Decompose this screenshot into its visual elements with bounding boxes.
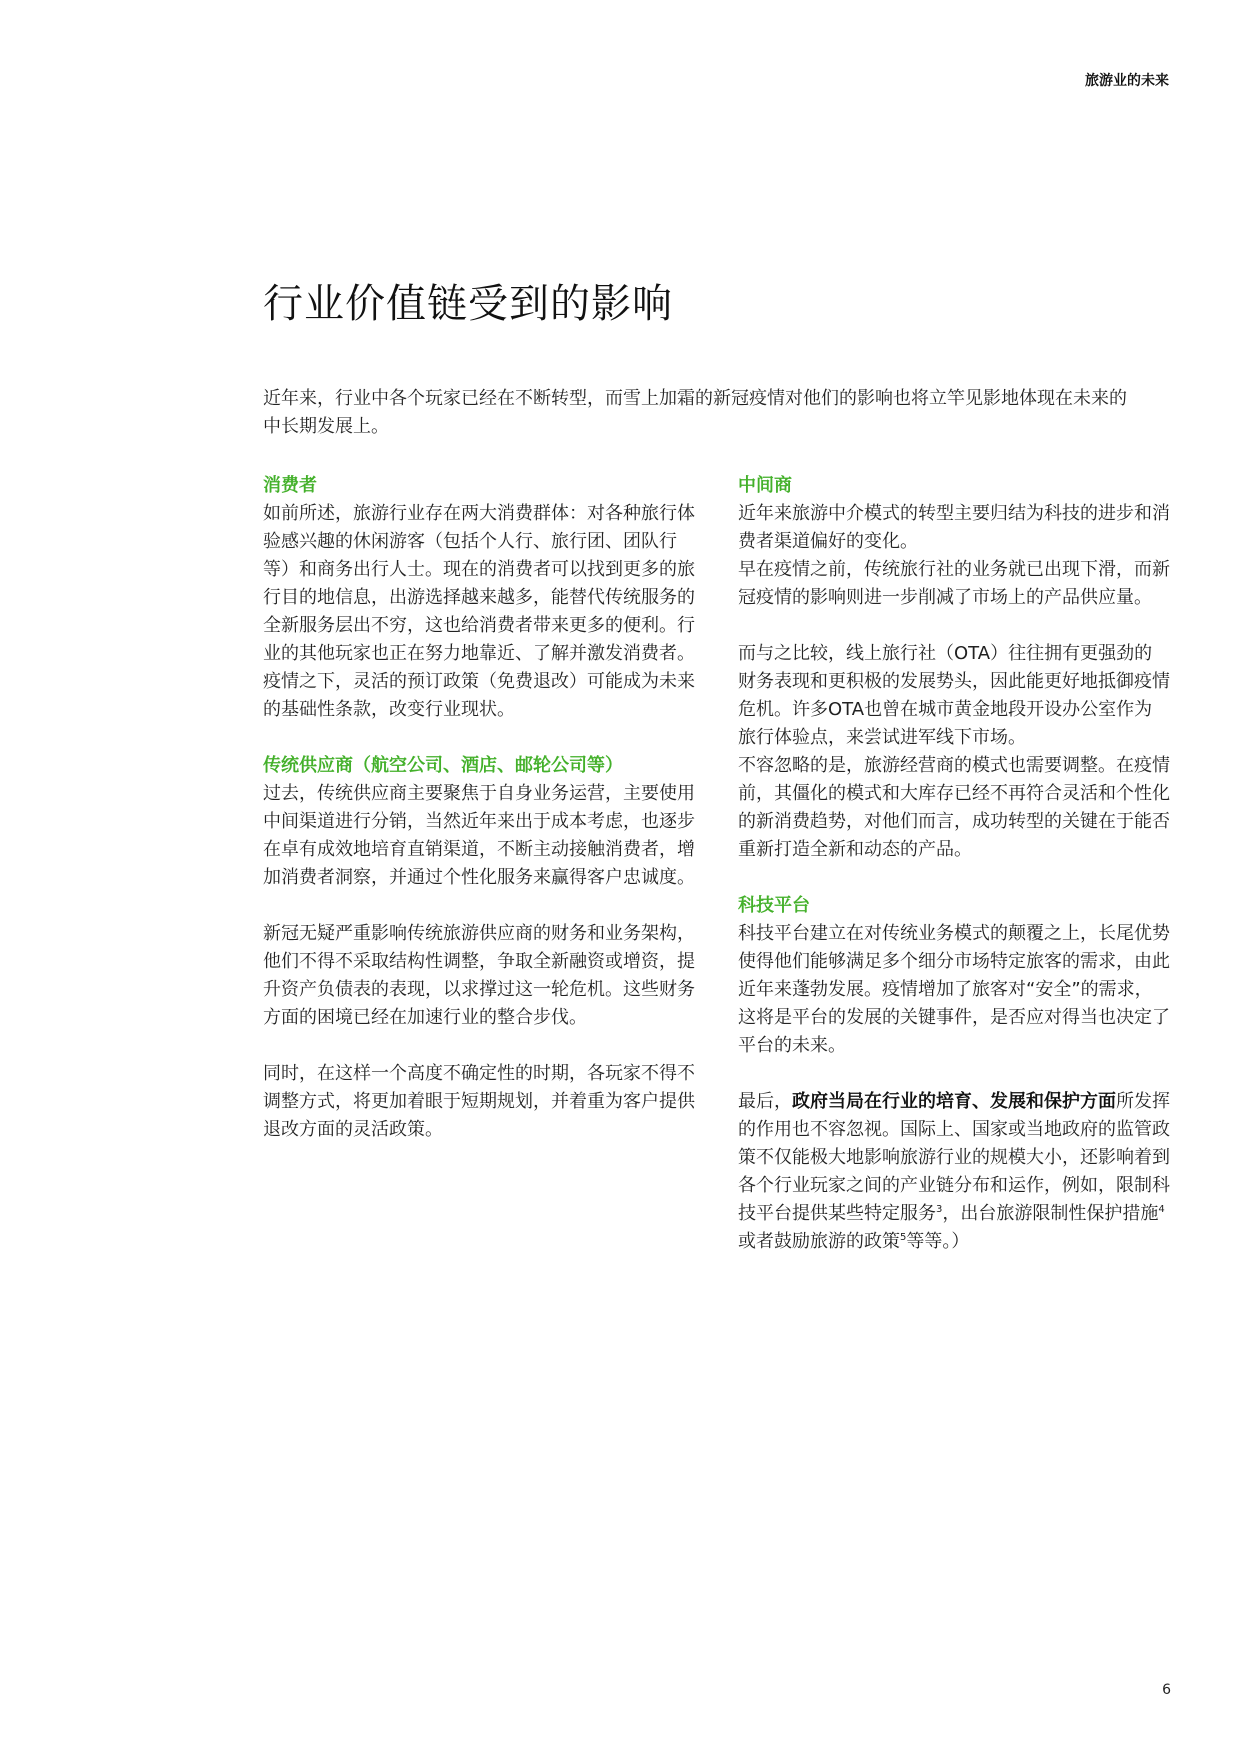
consumers-paragraph: 如前所述，旅游行业存在两大消费群体：对各种旅行体验感兴趣的休闲游客（包括个人行、旅行团、团队行等）和商务出行人士。现在的消费者可以找到更多的旅行目的地信息，出游选择越来越多，能替代传统服务的全新服务层出不穷，这也给消费者带来更多的便利。行业的其他玩家也正在努力地靠近、了解并激发消费者。疫情之下，灵活的预订政策（免费退改）可能成为未来的基础性条款，改变行业现状。 [263,503,695,720]
right-column [738,472,1170,1256]
government-body-text-2: ，出台旅游限制性保护措施 [942,1203,1159,1224]
left-column [263,472,703,1144]
footnote-ref-4: 4 [1158,1204,1165,1215]
section-heading-intermediaries: 中间商 [738,475,792,496]
page-number: 6 [1162,1682,1171,1698]
section-heading-suppliers: 传统供应商（航空公司、酒店、邮轮公司等） [263,755,623,776]
intermediaries-paragraph-2: 早在疫情之前，传统旅行社的业务就已出现下滑，而新冠疫情的影响则进一步削减了市场上的产品供应量。 [738,559,1170,608]
suppliers-paragraph-3: 同时，在这样一个高度不确定性的时期，各玩家不得不调整方式，将更加着眼于短期规划，并着重为客户提供退改方面的灵活政策。 [263,1063,695,1140]
government-emphasis-text: 政府当局在行业的培育、发展和保护方面 [792,1091,1116,1112]
suppliers-paragraph-1: 过去，传统供应商主要聚焦于自身业务运营，主要使用中间渠道进行分销，当然近年来出于成本考虑，也逐步在卓有成效地培育直销渠道，不断主动接触消费者，增加消费者洞察，并通过个性化服务来赢得客户忠诚度。 [263,783,695,888]
government-body-text-3: 或者鼓励旅游的政策 [738,1231,900,1252]
footnote-ref-5: 5 [900,1232,907,1243]
government-role-paragraph [738,1088,1170,1256]
footnote-ref-3: 3 [936,1204,943,1215]
intro-paragraph: 近年来，行业中各个玩家已经在不断转型，而雪上加霜的新冠疫情对他们的影响也将立竿见影地体现在未来的中长期发展上。 [263,388,1127,437]
intermediaries-paragraph-4: 不容忽略的是，旅游经营商的模式也需要调整。在疫情前，其僵化的模式和大库存已经不再符合灵活和个性化的新消费趋势，对他们而言，成功转型的关键在于能否重新打造全新和动态的产品。 [738,755,1170,860]
tech-platforms-paragraph: 科技平台建立在对传统业务模式的颠覆之上，长尾优势使得他们能够满足多个细分市场特定旅客的需求，由此近年来蓬勃发展。疫情增加了旅客对“安全”的需求，这将是平台的发展的关键事件，是否应对得当也决定了平台的未来。 [738,923,1170,1056]
suppliers-paragraph-2: 新冠无疑严重影响传统旅游供应商的财务和业务架构，他们不得不采取结构性调整，争取全新融资或增资，提升资产负债表的表现，以求撑过这一轮危机。这些财务方面的困境已经在加速行业的整合步伐。 [263,923,695,1028]
government-body-text-1: 所发挥的作用也不容忽视。国际上、国家或当地政府的监管政策不仅能极大地影响旅游行业的规模大小，还影响着到各个行业玩家之间的产业链分布和运作，例如，限制科技平台提供某些特定服务 [738,1091,1170,1224]
section-heading-tech-platforms: 科技平台 [738,895,810,916]
intermediaries-paragraph-1: 近年来旅游中介模式的转型主要归结为科技的进步和消费者渠道偏好的变化。 [738,503,1170,552]
government-body-text-4: 等等。） [906,1231,970,1252]
running-header-title: 旅游业的未来 [1085,73,1169,89]
government-lead-text: 最后， [738,1091,792,1112]
section-heading-consumers: 消费者 [263,475,317,496]
page-title: 行业价值链受到的影响 [263,281,673,327]
intermediaries-paragraph-3: 而与之比较，线上旅行社（OTA）往往拥有更强劲的财务表现和更积极的发展势头，因此能更好地抵御疫情危机。许多OTA也曾在城市黄金地段开设办公室作为旅行体验点，来尝试进军线下市场。 [738,643,1170,748]
